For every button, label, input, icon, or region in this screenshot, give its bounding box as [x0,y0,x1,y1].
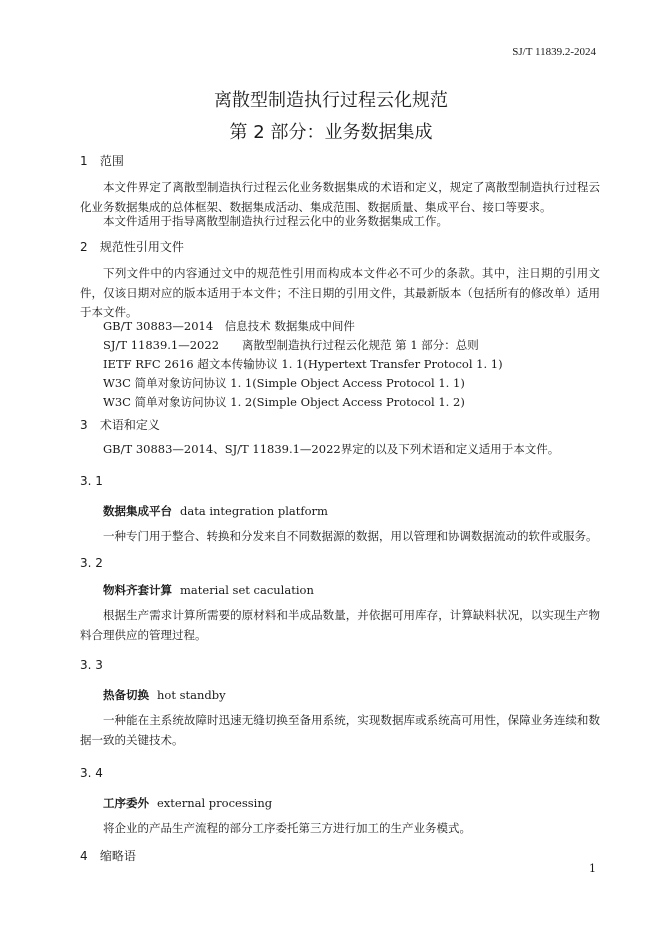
section-number: 4 [80,849,88,863]
section-number: 2 [80,240,88,254]
paragraph: 本文件界定了离散型制造执行过程云化业务数据集成的术语和定义，规定了离散型制造执行过程云化业务数据集成的总体框架、数据集成活动、集成范围、数据质量、集成平台、接口等要求。 [80,180,600,214]
term-chinese: 物料齐套计算 [103,583,172,597]
paragraph: 下列文件中的内容通过文中的规范性引用而构成本文件必不可少的条款。其中，注日期的引用文件，仅该日期对应的版本适用于本文件；不注日期的引用文件，其最新版本（包括所有的修改单）适用于本文件。 [80,266,600,319]
term-english: external processing [157,796,273,810]
term-entry [103,795,272,811]
paragraph: GB/T 30883—2014、SJ/T 11839.1—2022界定的以及下列术语和定义适用于本文件。 [103,442,560,456]
reference-item: IETF RFC 2616 超文本传输协议 1. 1(Hypertext Transfer Protocol 1. 1) [103,357,503,371]
paragraph: 本文件适用于指导离散型制造执行过程云化中的业务数据集成工作。 [103,214,448,228]
term-entry [103,582,314,598]
section-heading-normative-references [80,238,184,255]
section-heading-scope [80,152,124,169]
reference-item: W3C 简单对象访问协议 1. 1(Simple Object Access Protocol 1. 1) [103,376,465,390]
term-number: 3. 4 [80,766,103,780]
section-heading-abbreviations [80,847,136,864]
section-title: 缩略语 [99,849,136,863]
term-number: 3. 1 [80,474,103,488]
section-number: 1 [80,154,88,168]
document-subtitle: 第 2 部分：业务数据集成 [229,122,433,143]
term-definition: 一种专门用于整合、转换和分发来自不同数据源的数据，用以管理和协调数据流动的软件或服务。 [103,529,598,543]
reference-item: GB/T 30883—2014 信息技术 数据集成中间件 [103,319,355,333]
term-definition: 根据生产需求计算所需要的原材料和半成品数量，并依据可用库存，计算缺料状况，以实现生产物料合理供应的管理过程。 [80,608,600,642]
section-number: 3 [80,418,88,432]
section-title: 规范性引用文件 [99,240,184,254]
document-title: 离散型制造执行过程云化规范 [214,90,448,111]
page-number: 1 [589,862,596,875]
term-english: hot standby [157,688,226,702]
term-definition: 将企业的产品生产流程的部分工序委托第三方进行加工的生产业务模式。 [103,821,471,835]
term-number: 3. 3 [80,658,103,672]
reference-item: SJ/T 11839.1—2022 离散型制造执行过程云化规范 第 1 部分：总则 [103,338,479,352]
term-chinese: 数据集成平台 [103,504,172,518]
document-number: SJ/T 11839.2-2024 [512,46,596,58]
term-entry [103,687,226,703]
term-english: data integration platform [180,504,328,518]
section-heading-terms [80,416,160,433]
section-title: 范围 [99,154,124,168]
term-entry [103,503,328,519]
section-title: 术语和定义 [99,418,160,432]
term-definition: 一种能在主系统故障时迅速无缝切换至备用系统，实现数据库或系统高可用性，保障业务连续和数据一致的关键技术。 [80,713,600,747]
term-chinese: 热备切换 [103,688,149,702]
term-chinese: 工序委外 [103,796,149,810]
term-number: 3. 2 [80,556,103,570]
reference-item: W3C 简单对象访问协议 1. 2(Simple Object Access Protocol 1. 2) [103,395,465,409]
term-english: material set caculation [180,583,314,597]
